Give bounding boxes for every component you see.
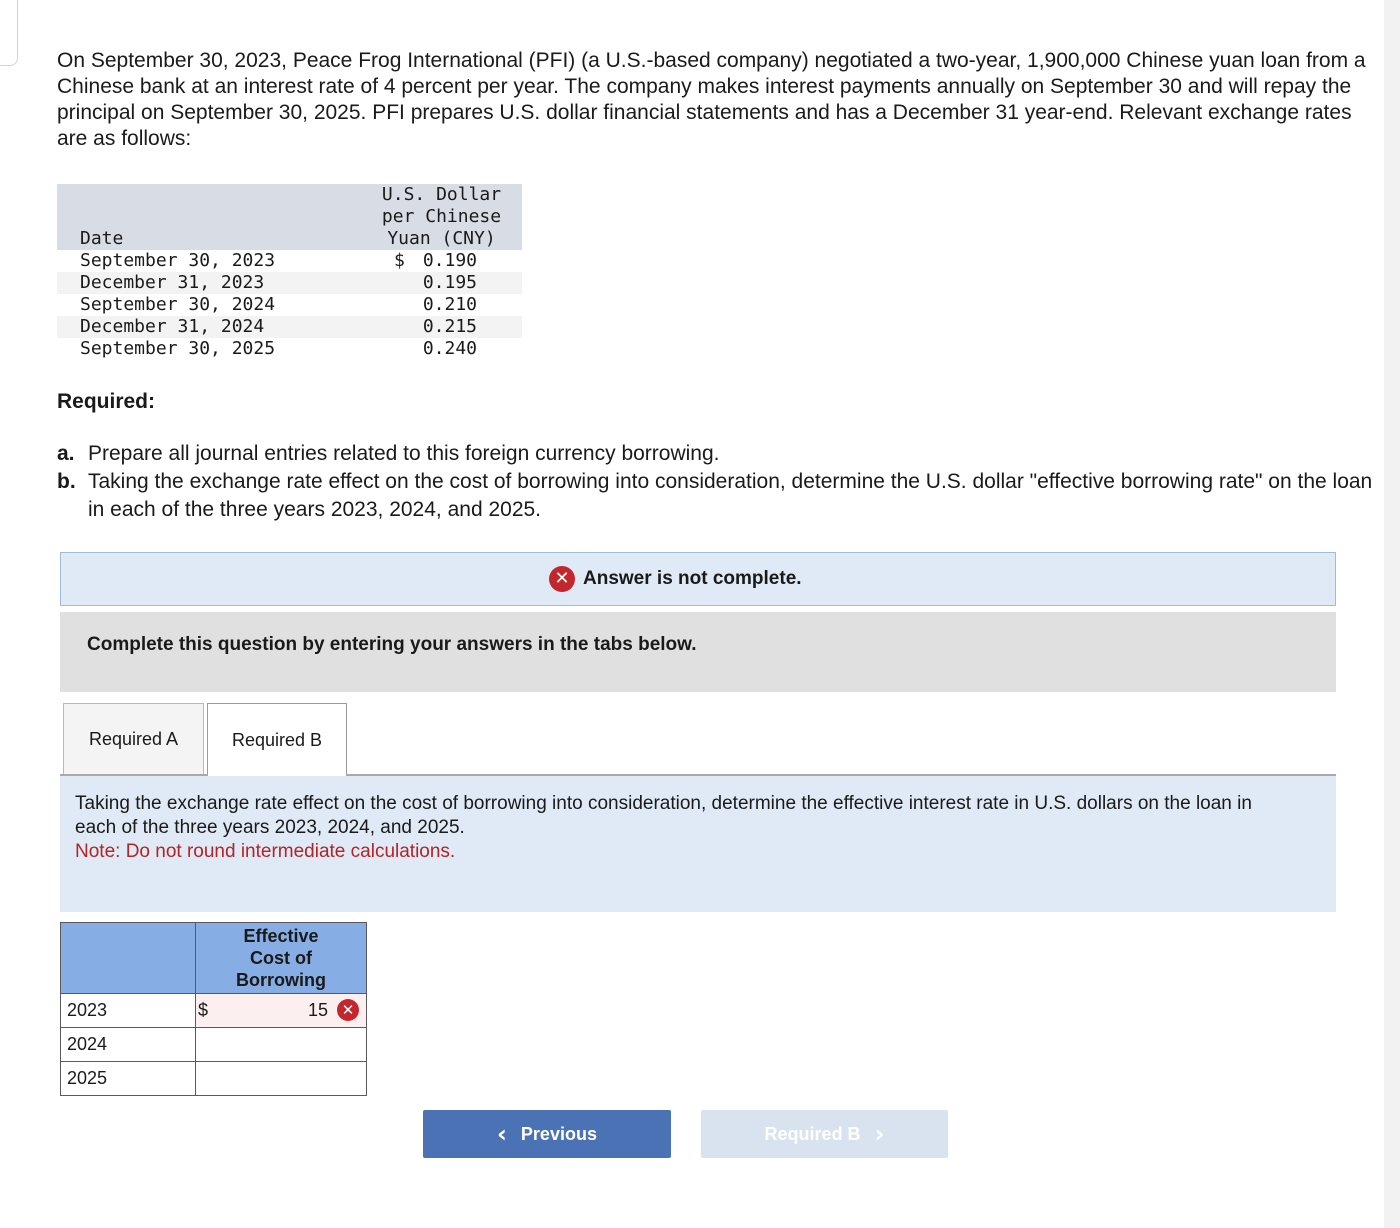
table-row [61,994,367,1028]
problem-statement: On September 30, 2023, Peace Frog International (PFI) (a U.S.-based company) negotiated a two-year, 1,900,000 Chinese yuan loan from a Chinese bank at an interest rate of 4 percent per year. The company makes interest payments annually on September 30 and will repay the principal on September 30, 2025. PFI prepares U.S. dollar financial statements and has a December 31 year-end. Relevant exchange rates are as follows: [57,49,1366,150]
year-label: 2025 [61,1062,196,1096]
question-text: Taking the exchange rate effect on the cost of borrowing into consideration, determine the effective interest rate in U.S. dollars on the loan in each of the three years 2023, 2024, and 2025. [75,793,1252,838]
rate-column-header: U.S. Dollar per Chinese Yuan (CNY) [381,184,502,249]
previous-button[interactable]: ‹ Previous [423,1110,671,1158]
rounding-note: Note: Do not round intermediate calculations. [75,841,456,862]
instruction-bar: Complete this question by entering your answers in the tabs below. [60,612,1336,692]
list-item: a. Prepare all journal entries related to this foreign currency borrowing. [57,442,720,465]
next-required-b-button[interactable]: Required B › [701,1110,948,1158]
table-row: December 31, 2023 0.195 [57,272,522,294]
exchange-rates-table [57,184,522,360]
requirements-list [57,440,1377,524]
required-heading: Required: [57,390,156,413]
table-header-row [61,923,367,994]
answer-input-2025[interactable] [196,1062,367,1096]
answer-status-banner [60,552,1336,606]
table-row: September 30, 2023 $ 0.190 [80,250,477,271]
list-item: b. Taking the exchange rate effect on the cost of borrowing into consideration, determine the U.S. dollar "effective borrowing rate" on the loan in each of the three years 2023, 2024, and 2025. [57,470,1373,521]
effective-cost-header: Effective Cost of Borrowing [196,923,367,994]
year-label: 2023 [61,994,196,1028]
tab-required-a[interactable]: Required A [63,703,204,774]
answer-input-2024[interactable] [196,1028,367,1062]
table-row [61,1062,367,1096]
rates-table-header [57,184,522,250]
tab-required-b[interactable]: Required B [207,703,347,776]
chevron-left-icon: ‹ [497,1120,507,1148]
x-circle-icon: ✕ [549,566,575,592]
answer-input-2023[interactable] [196,994,367,1028]
answer-status-text: Answer is not complete. [583,568,802,589]
table-row: September 30, 2025 0.240 [80,338,477,359]
side-panel-tab[interactable] [0,0,18,66]
incorrect-icon: ✕ [337,999,359,1021]
currency-symbol: $ [198,1000,209,1020]
date-column-header: Date [80,228,124,249]
table-row: December 31, 2024 0.215 [57,316,522,338]
scrollbar-track[interactable] [1384,0,1400,1228]
table-row: September 30, 2024 0.210 [80,294,477,315]
answer-value: 15 [307,1000,328,1020]
chevron-right-icon: › [874,1120,885,1148]
answer-table [60,922,367,1096]
year-label: 2024 [61,1028,196,1062]
table-row [61,1028,367,1062]
currency-symbol: $ [394,250,405,271]
question-panel [60,776,1336,912]
